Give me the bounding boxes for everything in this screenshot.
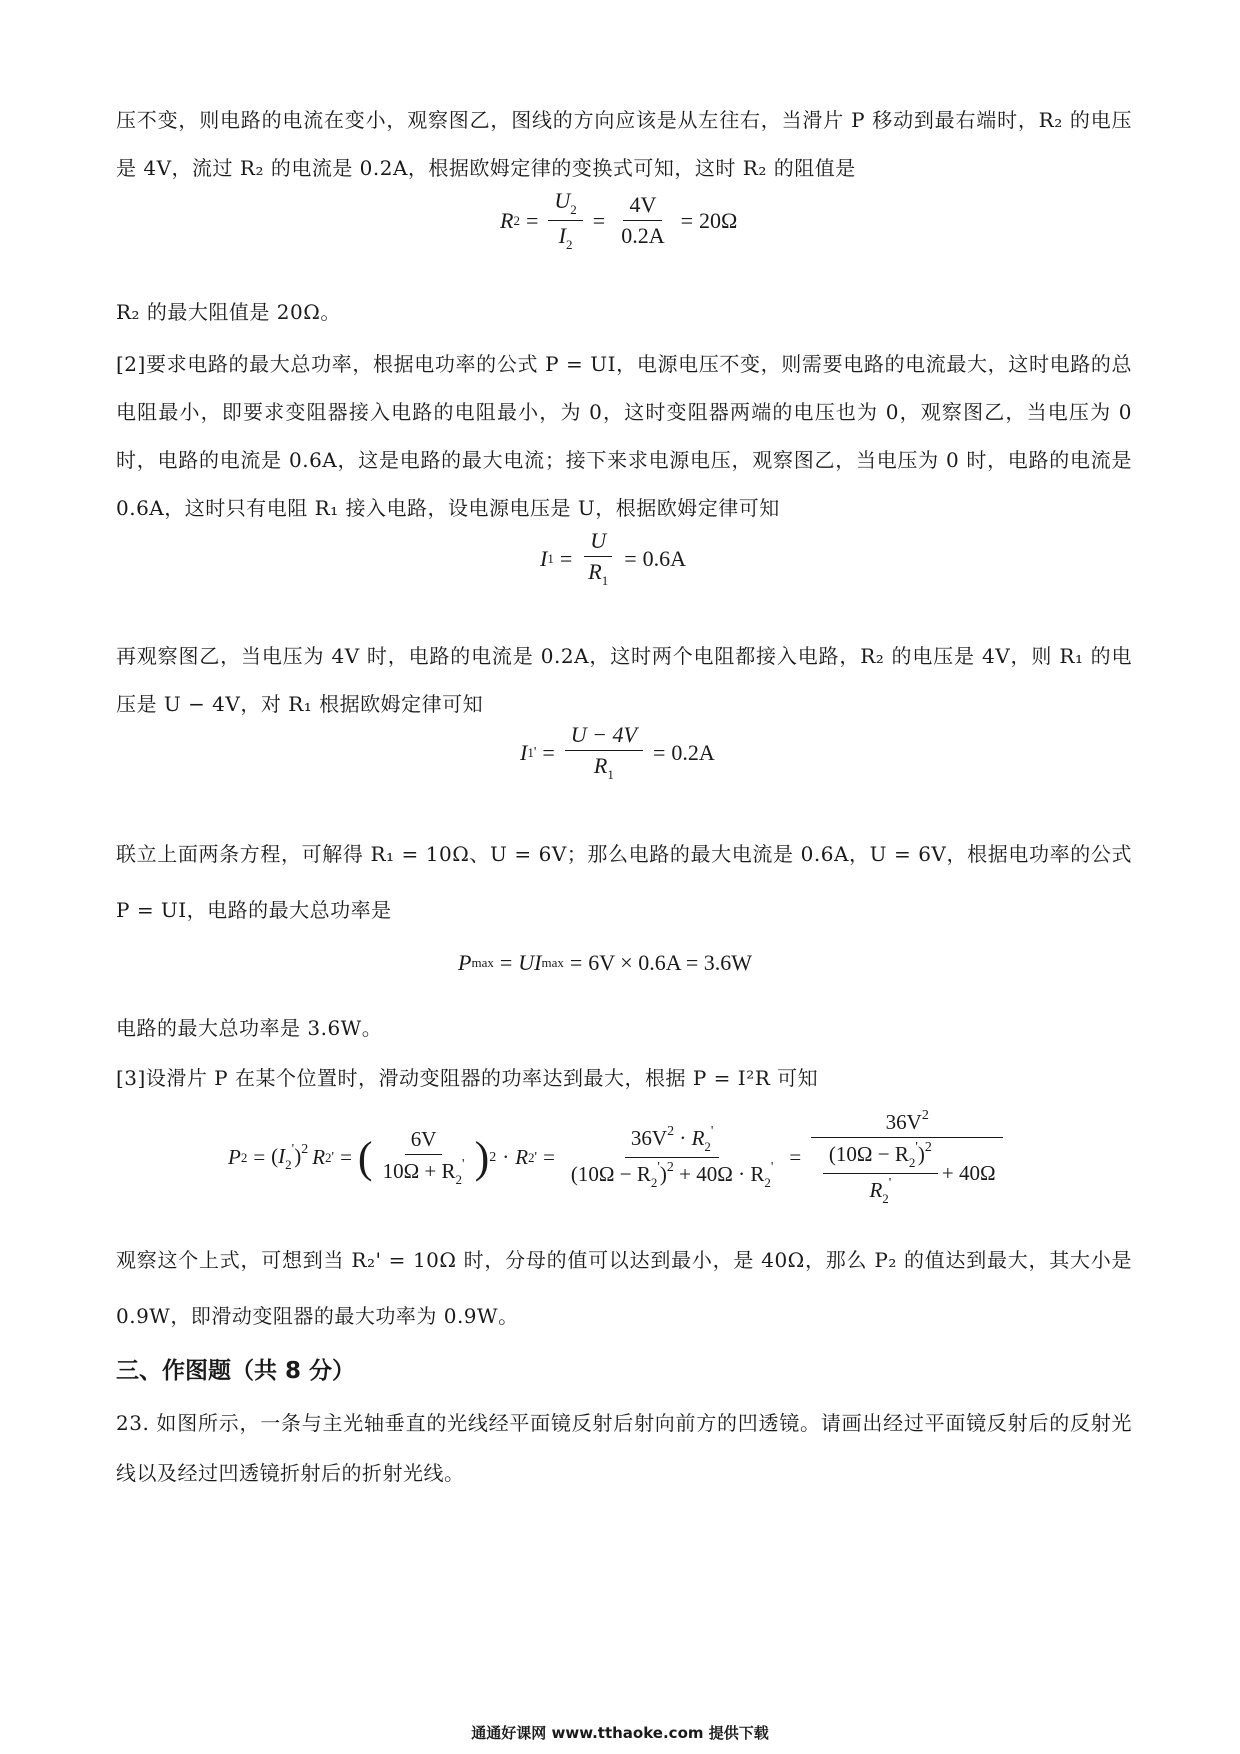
paragraph-r2-max — [116, 288, 1132, 336]
eq1-num1-sub: 2 — [570, 202, 577, 217]
eq5-frac2-den-b: + 40Ω · R — [679, 1162, 765, 1186]
eq5-frac3-num: 36V — [885, 1110, 922, 1134]
paragraph-slider-power — [116, 1054, 1132, 1102]
eq4-result: 6V × 0.6A = 3.6W — [588, 950, 753, 975]
eq5-term1-den: 10Ω + R — [382, 1159, 456, 1183]
question-23-text: 23. 如图所示，一条与主光轴垂直的光线经平面镜反射后射向前方的凹透镜。请画出经过平面镜反射后的反射光线以及经过凹透镜折射后的折射光线。 — [116, 1411, 1132, 1485]
eq1-den2: 0.2A — [621, 223, 665, 248]
paragraph-max-power — [116, 340, 1132, 532]
equation-pmax: P max = UI max = 6V × 0.6A = 3.6W — [458, 950, 753, 975]
eq5-frac3: $36V^2$ $\frac{(10\Omega - R_2')^2}{R_2'}$ + 40Ω — [811, 1108, 1003, 1207]
text-p2: R₂ 的最大阻值是 20Ω。 — [116, 300, 341, 324]
eq4-lhs: P — [458, 950, 472, 975]
paragraph-conclusion — [116, 1232, 1132, 1344]
text-p8: 观察这个上式，可想到当 R₂' = 10Ω 时，分母的值可以达到最小，是 40Ω，那么 P₂ 的值达到最大，其大小是 0.9W，即滑动变阻器的最大功率为 0.9W。 — [116, 1248, 1132, 1328]
eq1-num1: U — [554, 188, 571, 213]
eq1-den1: I — [558, 223, 566, 248]
eq4-mid: UI — [518, 950, 542, 975]
paragraph-second-state — [116, 632, 1132, 728]
eq5-frac3-den-top: (10Ω − R — [828, 1142, 909, 1166]
eq1-den1-sub: 2 — [565, 237, 573, 252]
text-p5: 联立上面两条方程，可解得 R₁ = 10Ω、U = 6V；那么电路的最大电流是 0.6A，U = 6V，根据电功率的公式 P = UI，电路的最大总功率是 — [116, 842, 1132, 922]
text-p4: 再观察图乙，当电压为 4V 时，电路的电流是 0.2A，这时两个电阻都接入电路，R₂ 的电压是 4V，则 R₁ 的电压是 U − 4V，对 R₁ 根据欧姆定律可知 — [116, 644, 1132, 716]
equation-i1-prime: I 1 ' = $\frac{U - 4V}{R_1}$ = 0.2A — [520, 722, 715, 782]
eq1-lhs-sub: 2 — [513, 212, 520, 228]
section-heading: 三、作图题（共 8 分） — [116, 1358, 356, 1384]
eq3-lhs-sub: 1 — [527, 744, 534, 760]
equation-r2: R 2 = $\frac{U_2}{I_2}$ = $\frac{4V}{0.2A}$ = 20Ω — [500, 188, 738, 252]
eq1-result: 20Ω — [699, 207, 738, 233]
eq2-den: R — [588, 559, 602, 584]
paragraph-r2-analysis — [116, 96, 1132, 192]
eq3-num: U − 4V — [565, 722, 643, 751]
eq5-term1-num: 6V — [405, 1127, 443, 1155]
text-p3: [2]要求电路的最大总功率，根据电功率的公式 P = UI，电源电压不变，则需要电路的电流最大，这时电路的总电阻最小，即要求变阻器接入电路的电阻最小，为 0，这时变阻器两端的电压也为 0，观察图乙，当电压为 0 时，电路的电流是 0.6A，这是电路的最大电流；接下来求电源电压，观察图乙，当电压为 0 时，电路的电流是 0.6A，这时只有电阻 R₁ 接入电路，设电源电压是 U，根据欧姆定律可知 — [116, 352, 1132, 520]
eq1-frac1 — [548, 188, 582, 253]
eq5-frac2-den-a: (10Ω − R — [570, 1162, 651, 1186]
eq2-num: U — [584, 528, 612, 557]
eq1-frac2 — [615, 192, 670, 249]
footer-credit: 通通好课网 www.tthaoke.com 提供下载 — [471, 1724, 769, 1742]
eq5-frac2: $\frac{36V^2 \cdot R_2'}{(10\Omega - R_2')^2 + 40\Omega \cdot R_2'}$ — [570, 1124, 774, 1190]
equation-p2: P 2 = $(I_2')^2$ R 2 ' = ( $\frac{6V}{10\Omega + R_2'}$ ) 2 · R 2 ' = $\frac{36V^2 \cdot R_2'}{(10\Omega - R_2')^2 + 40\Omega \cdot R_2'}$ = $36V^2$ $\frac{(10\Omega - R_2')^2}{R_2'}$ + 40Ω — [228, 1108, 1007, 1207]
eq3-den: R — [593, 753, 608, 778]
eq5-frac3-tail: + 40Ω — [941, 1161, 996, 1185]
eq5-lhs: P — [228, 1145, 241, 1169]
eq5-frac3-den-bottom: R — [869, 1178, 883, 1202]
eq1-lhs: R — [500, 207, 514, 233]
text-p7: [3]设滑片 P 在某个位置时，滑动变阻器的功率达到最大，根据 P = I²R 可知 — [116, 1066, 819, 1090]
paragraph-solve — [116, 826, 1132, 938]
text-p1: 压不变，则电路的电流在变小，观察图乙，图线的方向应该是从左往右，当滑片 P 移动到最右端时，R₂ 的电压是 4V，流过 R₂ 的电流是 0.2A，根据欧姆定律的变换式可知，这时 R₂ 的阻值是 — [116, 108, 1132, 180]
eq2-lhs-sub: 1 — [547, 550, 554, 566]
eq3-lhs: I — [520, 739, 528, 765]
eq2-frac — [582, 528, 614, 589]
eq3-den-sub: 1 — [607, 767, 614, 782]
eq3-result: 0.2A — [671, 739, 715, 765]
eq5-frac2-num: 36V — [630, 1126, 668, 1150]
eq4-mid-sub: max — [541, 955, 564, 970]
eq2-lhs: I — [540, 545, 548, 571]
eq2-den-sub: 1 — [601, 573, 609, 588]
paragraph-pmax-result — [116, 1004, 1132, 1052]
eq5-frac3-inner: $\frac{(10\Omega - R_2')^2}{R_2'}$ — [823, 1140, 938, 1207]
eq5-frac1: $\frac{6V}{10\Omega + R_2'}$ — [382, 1127, 465, 1187]
eq1-num2: 4V — [623, 192, 662, 221]
question-23 — [116, 1398, 1132, 1498]
equation-i1: I 1 = $\frac{U}{R_1}$ = 0.6A — [540, 528, 687, 588]
eq2-result: 0.6A — [642, 545, 687, 571]
eq5-lhs-sub: 2 — [240, 1149, 248, 1165]
eq3-frac — [565, 722, 643, 783]
text-p6: 电路的最大总功率是 3.6W。 — [116, 1016, 383, 1040]
eq4-lhs-sub: max — [471, 955, 494, 970]
